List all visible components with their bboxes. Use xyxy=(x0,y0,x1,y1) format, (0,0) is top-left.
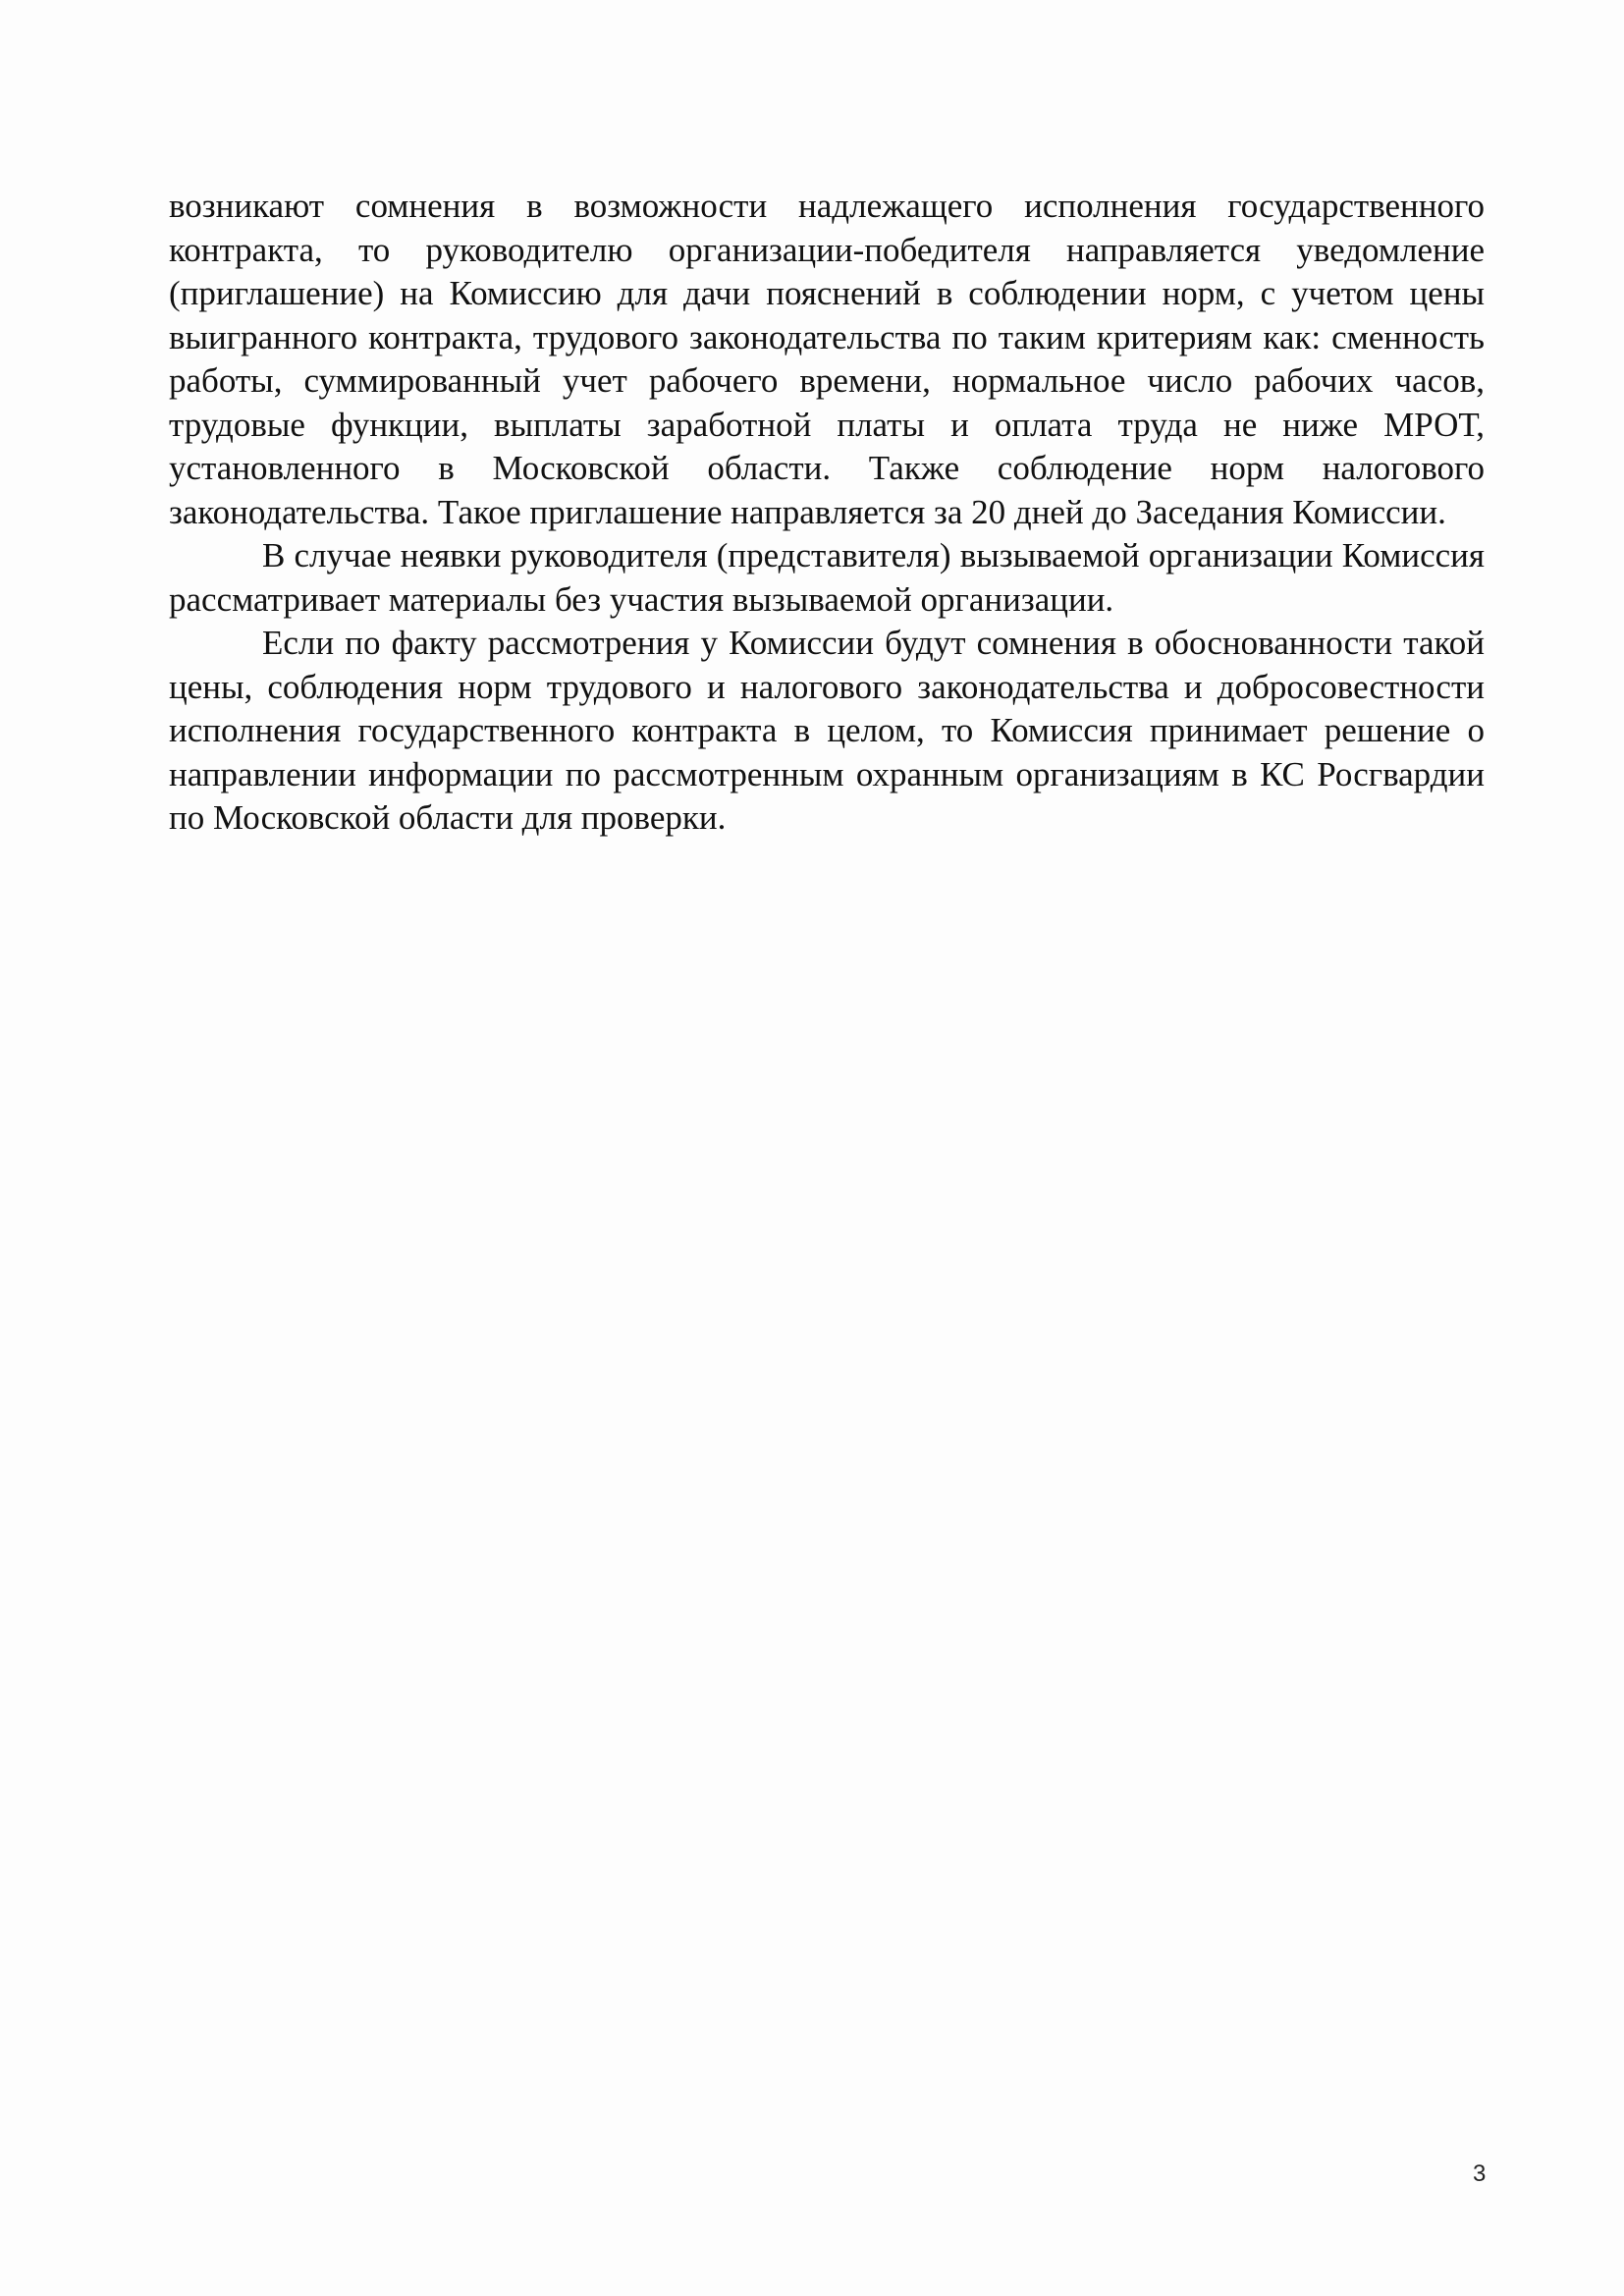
paragraph-commission-decision: Если по факту рассмотрения у Комиссии будут сомнения в обоснованности такой цены, соблюдения норм трудового и налогового законодательства и добросовестности исполнения государственного контракта в целом, то Комиссия принимает решение о направлении информации по рассмотренным охранным организациям в КС Росгвардии по Московской области для проверки. xyxy=(169,624,1485,837)
paragraph-absence-rule: В случае неявки руководителя (представителя) вызываемой организации Комиссия рассматривает материалы без участия вызываемой организации. xyxy=(169,536,1485,619)
paragraph-continuation: возникают сомнения в возможности надлежащего исполнения государственного контракта, то руководителю организации-победителя направляется уведомление (приглашение) на Комиссию для дачи пояснений в соблюдении норм, с учетом цены выигранного контракта, трудового законодательства по таким критериям как: сменность работы, суммированный учет рабочего времени, нормальное число рабочих часов, трудовые функции, выплаты заработной платы и оплата труда не ниже МРОТ, установленного в Московской области. Также соблюдение норм налогового законодательства. Такое приглашение направляется за 20 дней до Заседания Комиссии. xyxy=(169,187,1485,531)
page-number: 3 xyxy=(1473,2160,1487,2187)
body-text xyxy=(169,185,1485,841)
